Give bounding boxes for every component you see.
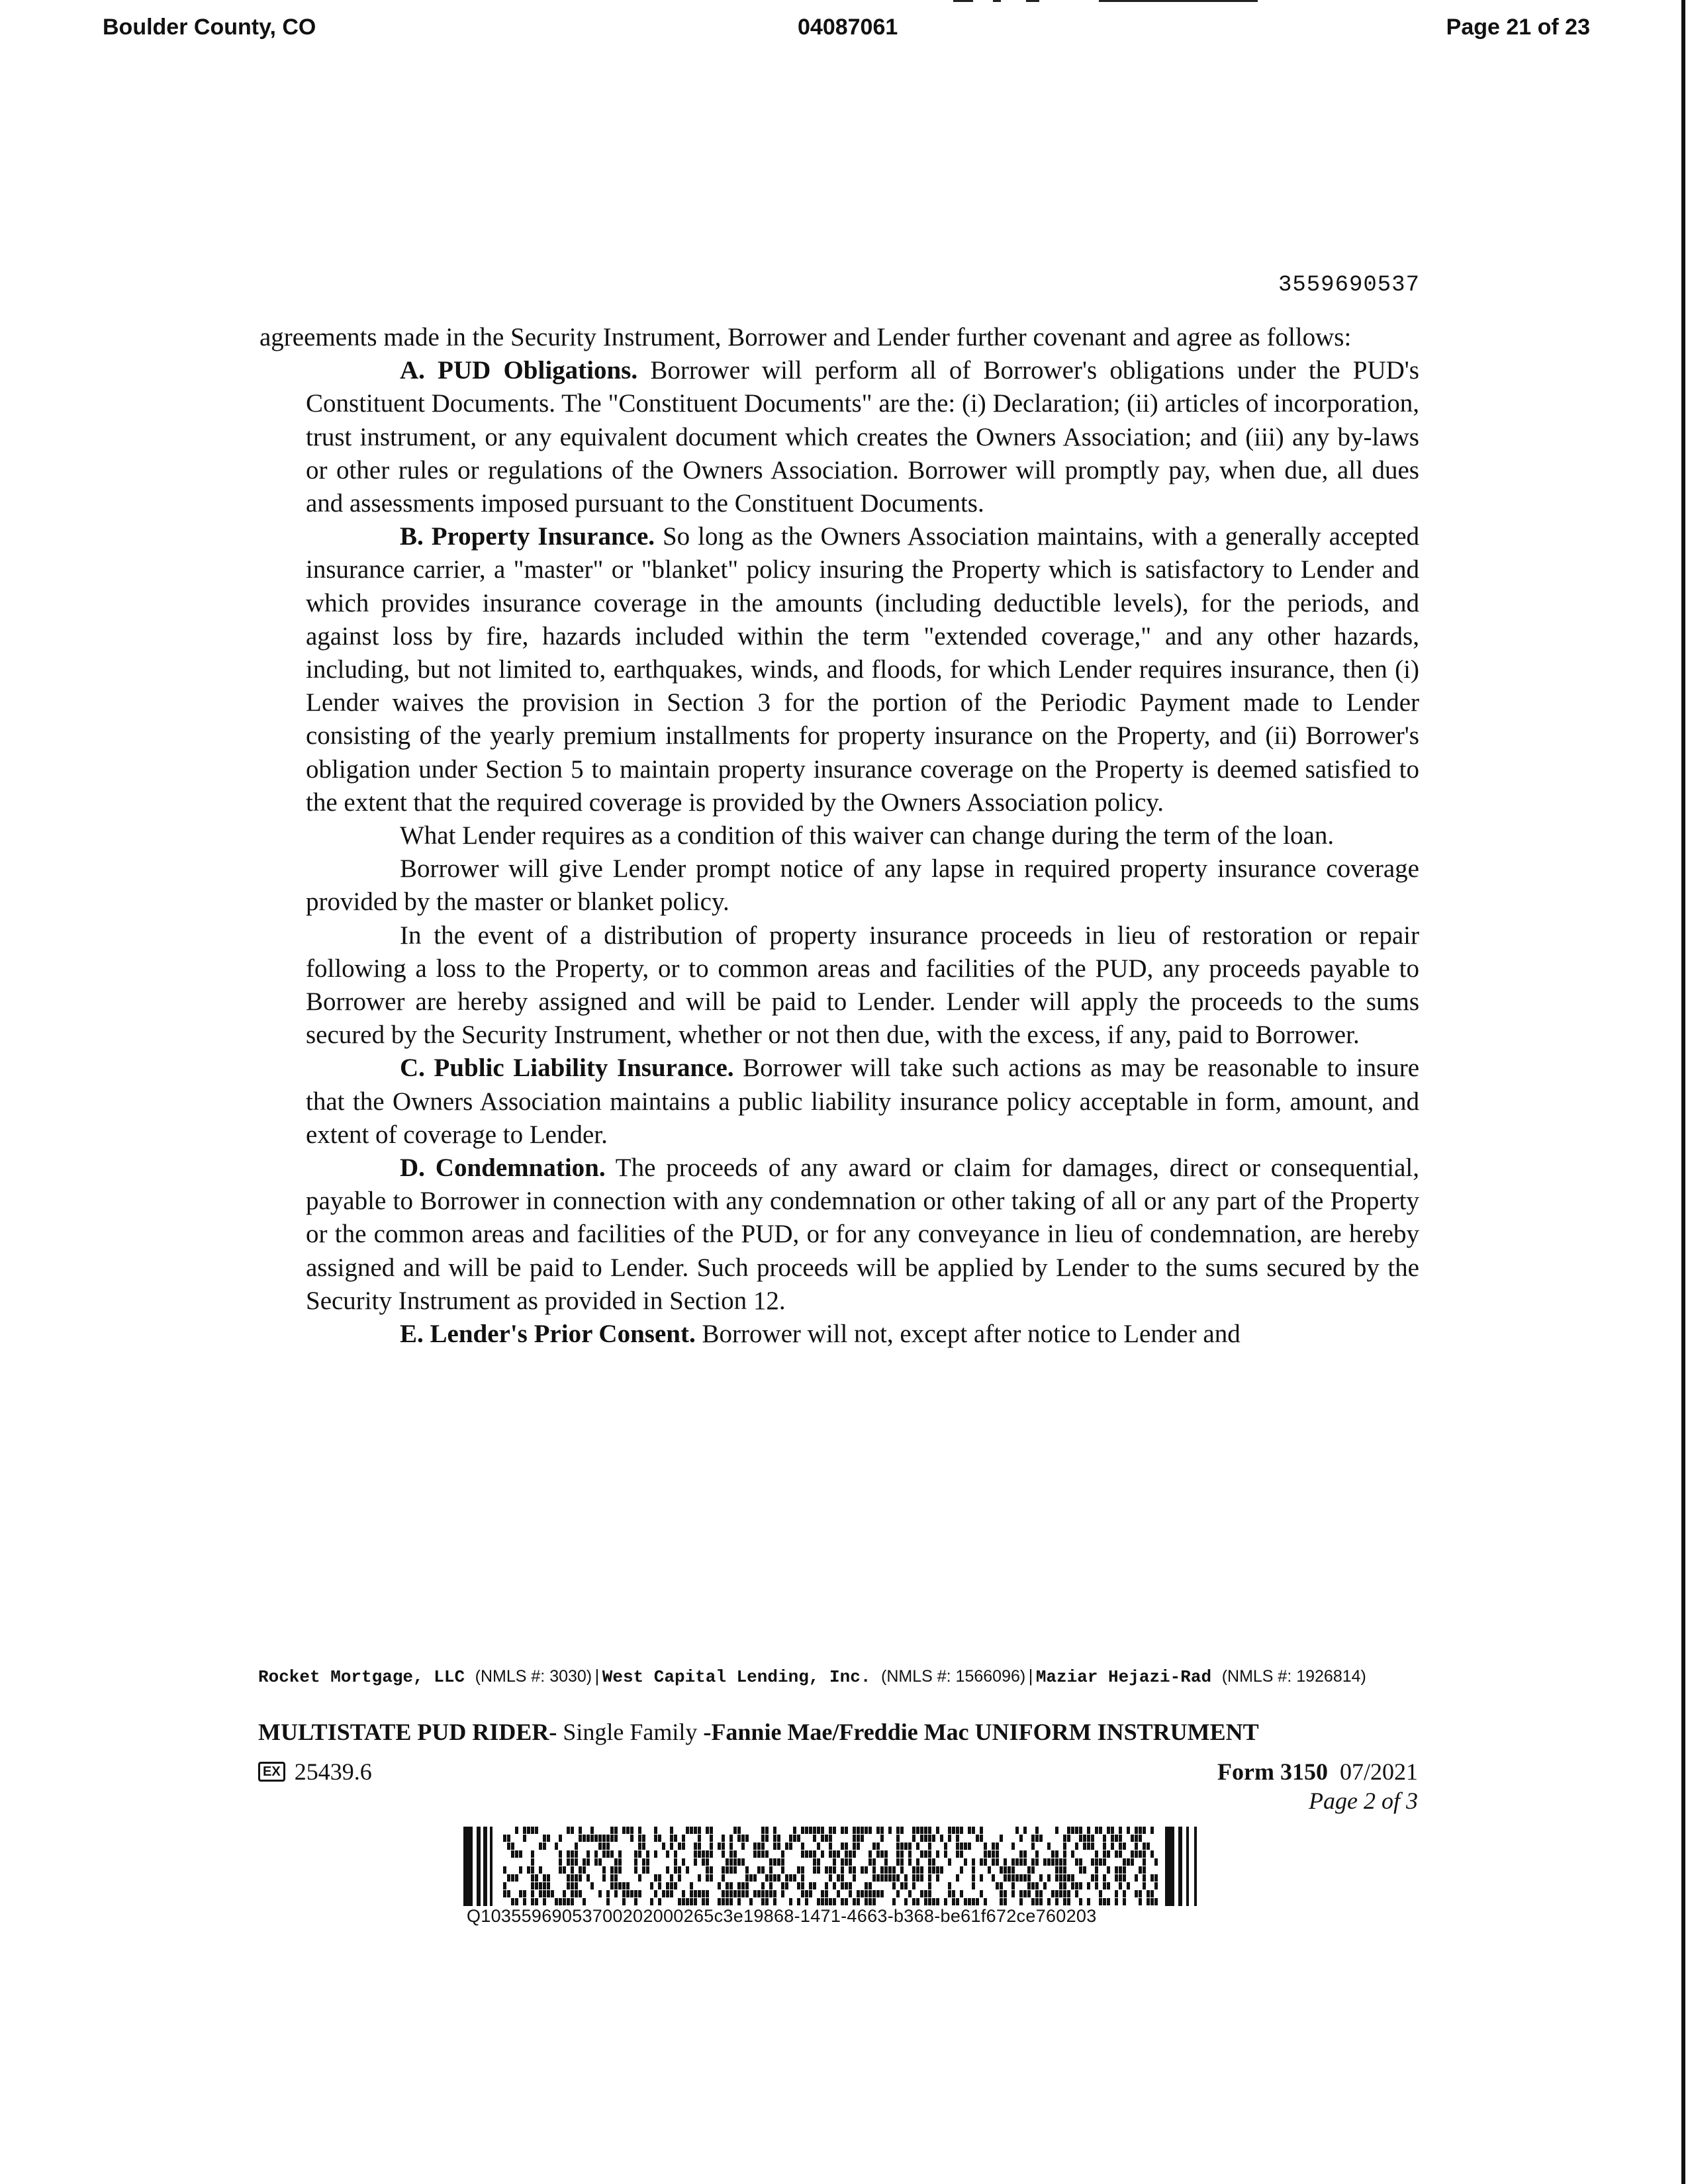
section-pud-obligations <box>306 354 1419 520</box>
lender-nmls: (NMLS #: 1566096) <box>881 1667 1026 1686</box>
section-condemnation <box>306 1152 1419 1318</box>
paragraph-insurance-proceeds <box>306 919 1419 1052</box>
paragraph-waiver-condition <box>306 819 1419 852</box>
reception-number: 04087061 <box>798 15 898 40</box>
section-text: So long as the Owners Association maintains, with a generally accepted insurance carrier, a "master" or "blanket" policy insuring the Property which is satisfactory to Lender and which provides insurance coverage in the amounts (including deductible levels), for the periods, and against loss by fire, hazards included within the term "extended coverage," and any other hazards, including, but not limited to, earthquakes, winds, and floods, for which Lender requires insurance, then (i) Lender waives the provision in Section 3 for the portion of the Periodic Payment made to Lender consisting of the yearly premium installments for property insurance on the Property, and (ii) Borrower's obligation under Section 5 to maintain property insurance coverage on the Property is deemed satisfied to the extent that the required coverage is provided by the Owners Association policy. <box>306 522 1420 817</box>
lender-name: West Capital Lending, Inc. <box>602 1667 871 1687</box>
section-text: Borrower will perform all of Borrower's obligations under the PUD's Constituent Documents. The "Constituent Documents" are the: (i) Declaration; (ii) articles of incorporation, trust instrument, or any equivalent document which creates the Owners Association; and (iii) any by-laws or other rules or regulations of the Owners Association. Borrower will promptly pay, when due, all dues and assessments imposed pursuant to the Constituent Documents. <box>306 356 1419 518</box>
intro-paragraph: agreements made in the Security Instrument, Borrower and Lender further covenant and agree as follows: <box>259 323 1352 351</box>
paragraph-lapse-notice <box>306 852 1419 919</box>
section-public-liability <box>306 1052 1419 1152</box>
loan-originator-nmls: (NMLS #: 1926814) <box>1221 1667 1366 1686</box>
rider-body <box>259 321 1419 1351</box>
form-date: 07/2021 <box>1339 1758 1418 1785</box>
separator: | <box>1025 1667 1036 1687</box>
form-title-part: -Fannie Mae/Freddie Mac UNIFORM INSTRUMENT <box>703 1719 1259 1745</box>
scan-mark <box>953 0 1258 3</box>
section-lenders-prior-consent <box>306 1318 1419 1351</box>
form-code <box>258 1758 372 1786</box>
form-title-part: MULTISTATE PUD RIDER- <box>258 1719 557 1745</box>
section-title: A. PUD Obligations. <box>400 356 638 385</box>
paragraph-text: What Lender requires as a condition of this waiver can change during the term of the loan. <box>400 821 1335 850</box>
scan-edge-line <box>1681 0 1685 2184</box>
separator: | <box>592 1667 602 1687</box>
section-title: E. Lender's Prior Consent. <box>400 1320 696 1349</box>
barcode-icon <box>463 1827 1205 1906</box>
section-title: D. Condemnation. <box>400 1154 606 1183</box>
paragraph-text: In the event of a distribution of property insurance proceeds in lieu of restoration or repair following a loss to the Property, or to common areas and facilities of the PUD, any proceeds payable to Borrower are hereby assigned and will be paid to Lender. Lender will apply the proceeds to the sums secured by the Security Instrument, whether or not then due, with the excess, if any, paid to Borrower. <box>306 921 1419 1050</box>
section-property-insurance <box>306 520 1419 819</box>
form-label: Form 3150 <box>1217 1758 1328 1785</box>
form-title-part: Single Family <box>557 1719 704 1745</box>
form-number <box>1217 1758 1418 1786</box>
lender-credits <box>258 1665 1423 1688</box>
loan-originator-name: Maziar Hejazi-Rad <box>1035 1667 1212 1687</box>
form-page-number: Page 2 of 3 <box>1309 1788 1418 1814</box>
ex-badge-icon: EX <box>258 1762 285 1782</box>
county-header: Boulder County, CO <box>103 15 316 40</box>
section-title: B. Property Insurance. <box>400 522 655 551</box>
section-text: The proceeds of any award or claim for damages, direct or consequential, payable to Borrower in connection with any condemnation or other taking of all or any part of the Property or the common areas and facilities of the PUD, or for any conveyance in lieu of condemnation, are hereby assigned and will be paid to Lender. Such proceeds will be applied by Lender to the sums secured by the Security Instrument as provided in Section 12. <box>306 1154 1419 1315</box>
lender-name: Rocket Mortgage, LLC <box>258 1667 465 1687</box>
section-text: Borrower will take such actions as may be reasonable to insure that the Owners Association maintains a public liability insurance policy acceptable in form, amount, and extent of coverage to Lender. <box>306 1054 1419 1149</box>
form-code-number: 25439.6 <box>294 1758 372 1785</box>
loan-number: 3559690537 <box>1278 273 1420 298</box>
paragraph-text: Borrower will give Lender prompt notice of any lapse in required property insurance coverage provided by the master or blanket policy. <box>306 854 1419 917</box>
form-title <box>258 1718 1259 1746</box>
barcode-text: Q10355969053700202000265c3e19868-1471-4663-b368-be61f672ce760203 <box>467 1906 1097 1926</box>
page-counter: Page 21 of 23 <box>1446 15 1590 40</box>
section-title: C. Public Liability Insurance. <box>400 1054 734 1083</box>
lender-nmls: (NMLS #: 3030) <box>475 1667 592 1686</box>
section-text: Borrower will not, except after notice to Lender and <box>695 1320 1241 1349</box>
